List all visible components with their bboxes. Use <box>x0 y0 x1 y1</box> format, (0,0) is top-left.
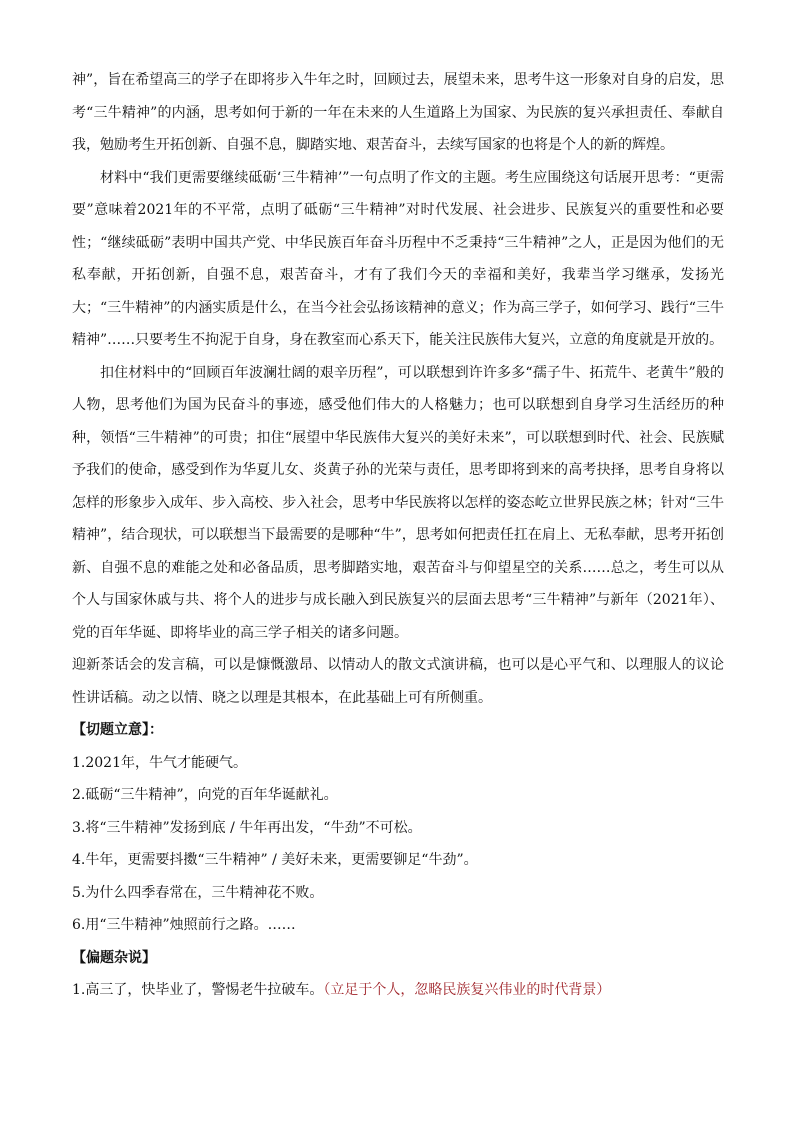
paragraph-4: 迎新茶话会的发言稿，可以是慷慨激昂、以情动人的散文式演讲稿，也可以是心平气和、以理服人的议论性讲话稿。动之以情、晓之以理是其根本，在此基础上可有所侧重。 <box>72 657 724 706</box>
list-item: 6.用“三牛精神”烛照前行之路。…… <box>72 917 296 933</box>
paragraph-1: 神”，旨在希望高三的学子在即将步入牛年之时，回顾过去，展望未来，思考牛这一形象对自身的启发，思考“三牛精神”的内涵，思考如何于新的一年在未来的人生道路上为国家、为民族的复兴承担责任、奉献自我，勉励考生开拓创新、自强不息，脚踏实地、艰苦奋斗，去续写国家的也将是个人的新的辉煌。 <box>72 72 724 153</box>
list-item: 4.牛年，更需要抖擞“三牛精神” / 美好未来，更需要铆足“牛劲”。 <box>72 852 478 868</box>
list-item: 5.为什么四季春常在，三牛精神花不败。 <box>72 884 324 901</box>
list-item: 3.将“三牛精神”发扬到底 / 牛年再出发，“牛劲”不可松。 <box>72 819 422 836</box>
list-item: 2.砥砺“三牛精神”，向党的百年华诞献礼。 <box>72 787 338 803</box>
list-item: 1.2021年，牛气才能硬气。 <box>72 754 247 771</box>
item-note: （立足于个人，忽略民族复兴伟业的时代背景） <box>323 982 611 998</box>
paragraph-2: 材料中“我们更需要继续砥砺‘三牛精神’”一句点明了作文的主题。考生应围绕这句话展开思考：“更需要”意味着2021年的不平常，点明了砥砺“三牛精神”对时代发展、社会进步、民族复兴的重要性和必要性；“继续砥砺”表明中国共产党、中华民族百年奋斗历程中不乏秉持“三牛精神”之人，正是因为他们的无私奉献，开拓创新，自强不息，艰苦奋斗，才有了我们今天的幸福和美好，我辈当学习继承，发扬光大；“三牛精神”的内涵实质是什么，在当今社会弘扬该精神的意义；作为高三学子，如何学习、践行“三牛精神”……只要考生不拘泥于自身，身在教室而心系天下，能关注民族伟大复兴，立意的角度就是开放的。 <box>72 169 724 348</box>
paragraph-3: 扣住材料中的“回顾百年波澜壮阔的艰辛历程”，可以联想到许许多多“孺子牛、拓荒牛、老黄牛”般的人物，思考他们为国为民奋斗的事迹，感受他们伟大的人格魅力；也可以联想到自身学习生活经历的种种，领悟“三牛精神”的可贵；扣住“展望中华民族伟大复兴的美好未来”，可以联想到时代、社会、民族赋予我们的使命，感受到作为华夏儿女、炎黄子孙的光荣与责任，思考即将到来的高考抉择，思考自身将以怎样的形象步入成年、步入高校、步入社会，思考中华民族将以怎样的姿态屹立世界民族之林；针对“三牛精神”，结合现状，可以联想当下最需要的是哪种“牛”，思考如何把责任扛在肩上、无私奉献，思考开拓创新、自强不息的难能之处和必备品质，思考脚踏实地，艰苦奋斗与仰望星空的关系……总之，考生可以从个人与国家休戚与共、将个人的进步与成长融入到民族复兴的层面去思考“三牛精神”与新年（2021年）、党的百年华诞、即将毕业的高三学子相关的诸多问题。 <box>72 364 724 641</box>
section-off-topic <box>72 942 724 1007</box>
section-heading: 【偏题杂说】 <box>72 949 156 966</box>
item-text: 1.高三了，快毕业了，警惕老牛拉破车。 <box>72 982 324 998</box>
document-page <box>72 64 724 1007</box>
section-heading: 【切题立意】： <box>72 722 163 738</box>
section-on-topic <box>72 714 724 942</box>
list-item <box>72 974 724 1007</box>
